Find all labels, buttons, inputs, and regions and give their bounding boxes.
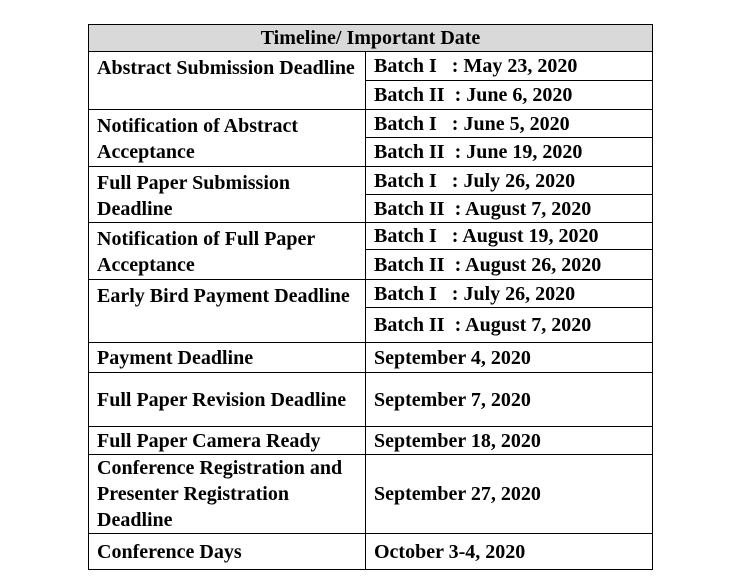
event-cell: Full Paper Camera Ready [89,427,366,455]
event-cell: Conference Registration and Presenter Registration Deadline [89,455,366,534]
event-cell: Abstract Submission Deadline [89,52,366,110]
date-cell: September 18, 2020 [366,427,653,455]
table-row [89,280,653,308]
timeline-table [88,24,653,570]
date-cell: Batch I : June 5, 2020 [366,110,653,138]
event-cell: Conference Days [89,534,366,570]
table-row [89,167,653,195]
table-row [89,343,653,373]
date-cell: Batch II : August 7, 2020 [366,308,653,343]
table-row [89,534,653,570]
event-cell: Full Paper Revision Deadline [89,373,366,427]
event-cell: Payment Deadline [89,343,366,373]
table-row [89,373,653,427]
table-row [89,427,653,455]
date-cell: Batch II : June 19, 2020 [366,138,653,167]
table-title: Timeline/ Important Date [89,25,653,52]
date-cell: September 7, 2020 [366,373,653,427]
date-cell: Batch II : August 26, 2020 [366,250,653,280]
date-cell: October 3-4, 2020 [366,534,653,570]
table-row [89,110,653,138]
date-cell: Batch I : May 23, 2020 [366,52,653,81]
event-cell: Early Bird Payment Deadline [89,280,366,343]
event-cell: Full Paper Submission Deadline [89,167,366,223]
date-cell: September 4, 2020 [366,343,653,373]
date-cell: September 27, 2020 [366,455,653,534]
date-cell: Batch II : August 7, 2020 [366,195,653,223]
event-cell: Notification of Full Paper Acceptance [89,223,366,280]
table-header-row [89,25,653,52]
event-cell: Notification of Abstract Acceptance [89,110,366,167]
date-cell: Batch I : July 26, 2020 [366,280,653,308]
table-row [89,223,653,250]
timeline-table-container [88,24,652,570]
date-cell: Batch I : August 19, 2020 [366,223,653,250]
table-row [89,455,653,534]
date-cell: Batch II : June 6, 2020 [366,81,653,110]
date-cell: Batch I : July 26, 2020 [366,167,653,195]
table-row [89,52,653,81]
